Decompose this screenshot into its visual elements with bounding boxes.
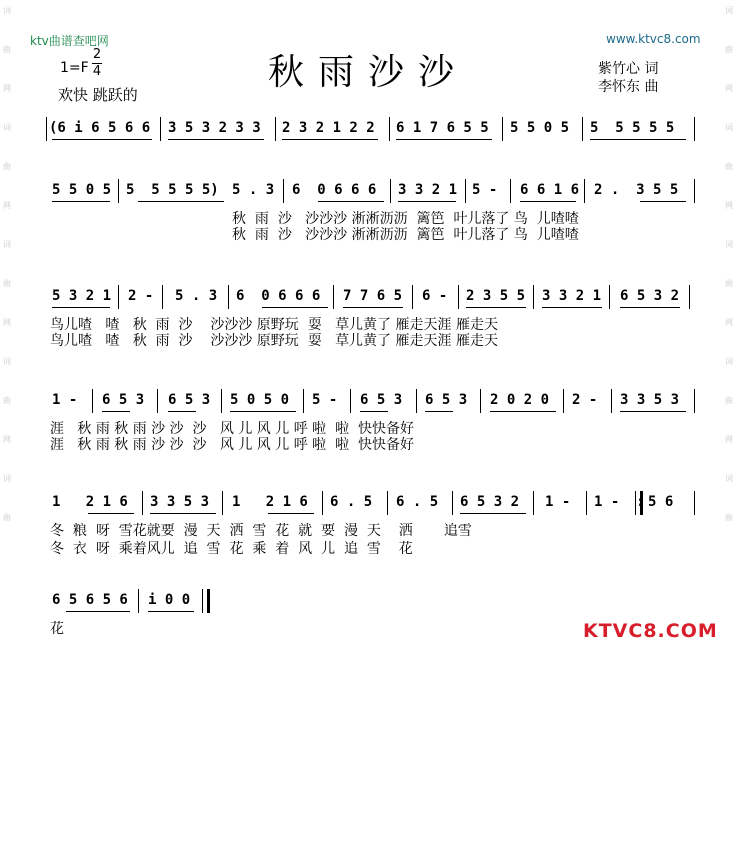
measure: 5 -	[472, 182, 498, 198]
measure: 5 5 0 5	[52, 182, 112, 198]
measure: 6 . 5	[396, 494, 439, 510]
measure: 3 3 2 1	[398, 182, 458, 198]
score-line-6	[0, 592, 191, 616]
measure: 5 3 2 1	[52, 288, 112, 304]
lyricist-credit: 紫竹心 词	[598, 61, 659, 77]
measure: 1 - :	[594, 494, 645, 510]
measure: 5 0 5 0	[230, 392, 290, 408]
site-url-right: www.ktvc8.com	[606, 32, 701, 46]
measure: 6 5 3	[168, 392, 211, 408]
measure: 6 -	[422, 288, 448, 304]
score-line-5	[0, 494, 674, 518]
measure: 5 6	[648, 494, 674, 510]
lyrics-verse-1-line-3: 鸟儿喳 喳 秋 雨 沙 沙沙沙 原野玩 耍 草儿黄了 雁走天涯 雁走天	[50, 317, 498, 333]
measure: (6 i 6 5 6 6	[49, 120, 151, 136]
lyrics-verse-2-line-4: 涯 秋 雨 秋 雨 沙 沙 沙 风 儿 风 儿 呼 啦 啦 快快备好	[50, 437, 414, 453]
measure: 5 . 3	[232, 182, 275, 198]
measure: 2 -	[572, 392, 598, 408]
measure: 6 5 6 5 6	[52, 592, 128, 608]
key-signature: 1=F	[60, 60, 89, 76]
measure: 1 2 1 6	[232, 494, 308, 510]
measure: 7 7 6 5	[343, 288, 403, 304]
score-line-1	[0, 120, 675, 144]
measure: 1 -	[545, 494, 571, 510]
measure: 6 5 3	[102, 392, 145, 408]
score-line-4	[0, 392, 680, 416]
composer-credit: 李怀东 曲	[598, 79, 659, 95]
lyrics-verse-1-line-5: 冬 粮 呀 雪花就要 漫 天 洒 雪 花 就 要 漫 天 洒 追雪	[50, 523, 472, 539]
measure: 5 5 5 5 5	[590, 120, 675, 136]
measure: 6 5 3	[425, 392, 468, 408]
time-signature: 2 4	[92, 47, 102, 79]
measure: 6 5 3	[360, 392, 403, 408]
measure: 2 3 2 1 2 2	[282, 120, 375, 136]
measure: 1 2 1 6	[52, 494, 128, 510]
watermark-left: 词 曲 网 词 曲 网 词 曲 网 词 曲 网 词 曲	[3, 6, 11, 522]
song-title: 秋雨沙沙	[268, 52, 469, 93]
site-name-left: ktv曲谱查吧网	[30, 34, 109, 48]
measure: 2 0 2 0	[490, 392, 550, 408]
lyrics-verse-2-line-3: 鸟儿喳 喳 秋 雨 沙 沙沙沙 原野玩 耍 草儿黄了 雁走天涯 雁走天	[50, 333, 498, 349]
measure: 3 3 2 1	[542, 288, 602, 304]
lyrics-verse-1-line-4: 涯 秋 雨 秋 雨 沙 沙 沙 风 儿 风 儿 呼 啦 啦 快快备好	[50, 421, 414, 437]
measure: 2 . 3 5 5	[594, 182, 679, 198]
lyrics-verse-2-line-2: 秋 雨 沙 沙沙沙 淅淅沥沥 篱笆 叶儿落了 鸟 儿喳喳	[232, 227, 579, 243]
measure: 6 0 6 6 6	[292, 182, 377, 198]
measure: 6 5 3 2	[460, 494, 520, 510]
measure: 6 1 7 6 5 5	[396, 120, 489, 136]
measure: 2 3 5 5	[466, 288, 526, 304]
lyrics-verse-2-line-5: 冬 衣 呀 乘着风儿 追 雪 花 乘 着 风 儿 追 雪 花	[50, 541, 413, 557]
measure: 1 -	[52, 392, 78, 408]
score-line-3	[0, 288, 680, 312]
ktvc8-logo: KTVC8.COM	[583, 620, 718, 642]
tempo-marking: 欢快 跳跃的	[58, 86, 138, 104]
measure: 6 5 3 2	[620, 288, 680, 304]
measure: 6 6 1 6	[520, 182, 580, 198]
watermark-right: 词 曲 网 词 曲 网 词 曲 网 词 曲 网 词 曲	[725, 6, 733, 522]
measure: i 0 0	[148, 592, 191, 608]
measure: 5 . 3	[175, 288, 218, 304]
lyrics-line-6: 花	[50, 621, 64, 637]
measure: 6 0 6 6 6	[236, 288, 321, 304]
measure: 2 -	[128, 288, 154, 304]
measure: 3 5 3 2 3 3	[168, 120, 261, 136]
measure: 3 3 5 3	[150, 494, 210, 510]
measure: 5 5 0 5	[510, 120, 570, 136]
measure: 5 5 5 5 5)	[126, 182, 219, 198]
measure: 3 3 5 3	[620, 392, 680, 408]
measure: 6 . 5	[330, 494, 373, 510]
lyrics-verse-1-line-2: 秋 雨 沙 沙沙沙 淅淅沥沥 篱笆 叶儿落了 鸟 儿喳喳	[232, 211, 579, 227]
measure: 5 -	[312, 392, 338, 408]
score-line-2	[0, 182, 679, 206]
